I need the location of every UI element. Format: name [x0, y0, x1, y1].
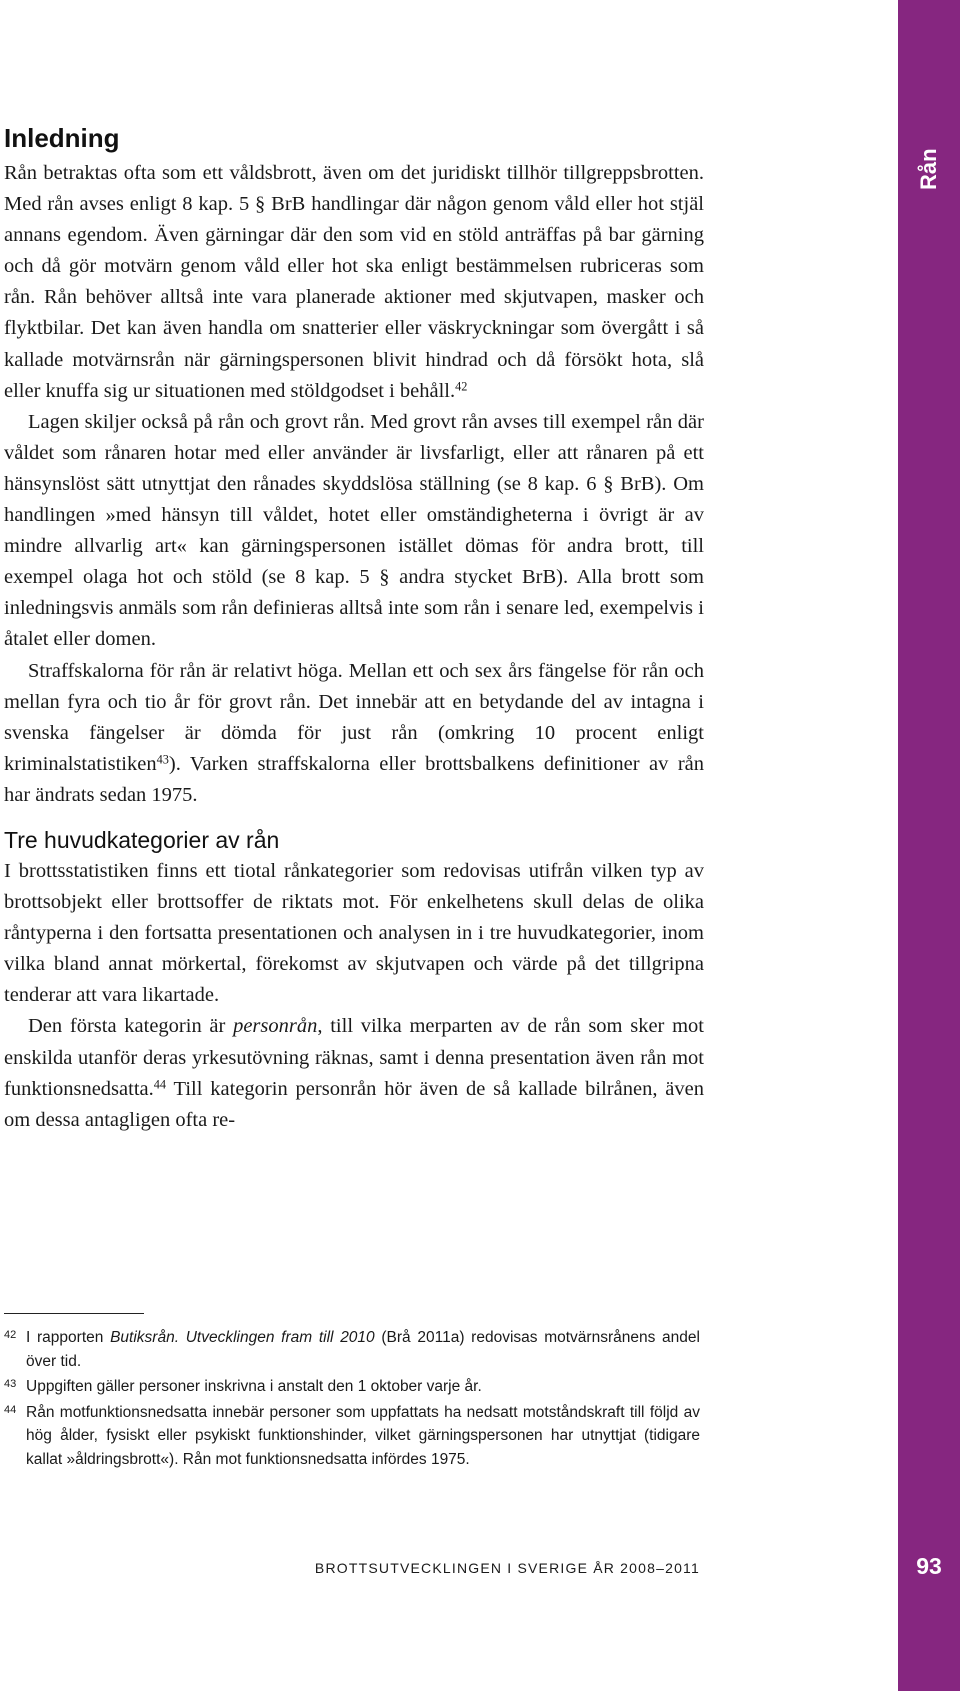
footnote-42: [4, 1326, 700, 1373]
paragraph: Lagen skiljer också på rån och grovt rån. Med grovt rån avses till exempel rån där våldet som rånaren hotar med eller använder är livsfarligt, eller att rånaren på ett hänsynslöst sätt utnyttjat den rånades skyddslösa ställning (se 8 kap. 6 § BrB). Om handlingen »med hänsyn till våldet, hotet eller omständigheterna i övrigt är av mindre allvarlig art« kan gärningspersonen istället dömas för andra brott, till exempel olaga hot och stöld (se 8 kap. 5 § andra stycket BrB). Alla brott som inledningsvis anmäls som rån definieras alltså inte som rån i senare led, exempelvis i åtalet eller domen.: [4, 410, 704, 651]
emphasis-term: personrån: [233, 1015, 318, 1038]
section-heading-inledning: Inledning: [4, 123, 120, 153]
running-footer: BROTTSUTVECKLINGEN I SVERIGE ÅR 2008–2011: [314, 1560, 700, 1576]
page-number: 93: [916, 1553, 942, 1579]
paragraph-text: Till kategorin personrån hör även de så kallade bilrånen, även om dessa antagligen ofta re-: [4, 1077, 704, 1131]
footnote-number: 42: [4, 1329, 17, 1341]
paragraph: [4, 656, 704, 811]
footnote-43: [4, 1375, 700, 1399]
main-text: [4, 122, 704, 1136]
footnote-number: 43: [4, 1378, 17, 1390]
paragraph-text: Straffskalorna för rån är relativt höga. Mellan ett och sex års fängelse för rån och mellan fyra och tio år för grovt rån. Det innebär att en betydande del av intagna i svenska fängelser är dömda för just rån (omkring 10 procent enligt kriminalstatistiken: [4, 659, 704, 775]
section-heading-huvudkategorier: Tre huvudkategorier av rån: [4, 826, 280, 853]
paragraph-text: Den första kategorin är: [28, 1015, 234, 1038]
footnote-text: Rån motfunktionsnedsatta innebär personer som uppfattats ha nedsatt motståndskraft till följd av hög ålder, fysiskt eller psykiskt funktionshinder, vilket gärningspersonen har utnyttjat (tidigare kallat »åldringsbrott«). Rån mot funktionsnedsatta infördes 1975.: [26, 1403, 700, 1468]
paragraph: [4, 1011, 704, 1135]
paragraph: [4, 158, 704, 407]
section-sidebar: [898, 0, 960, 1691]
footnote-44: [4, 1401, 700, 1472]
footnote-text: Uppgiften gäller personer inskrivna i anstalt den 1 oktober varje år.: [26, 1378, 482, 1395]
footnote-text-part: (Brå 2011a) redovisas motvärnsrånens andel över tid.: [26, 1329, 700, 1370]
paragraph-text: ). Varken straffskalorna eller brottsbalkens definitioner av rån har ändrats sedan 1975.: [4, 752, 704, 806]
footnote-ref-44[interactable]: 44: [153, 1076, 167, 1091]
footnote-ref-43[interactable]: 43: [156, 752, 169, 767]
footnote-text: [26, 1326, 700, 1373]
footnotes: [4, 1326, 700, 1473]
paragraph-text: , till vilka merparten av de rån som sker mot enskilda utanför deras yrkesutövning räknas, samt i denna presentation även rån mot funktionsnedsatta.: [4, 1015, 704, 1100]
report-title: Butiksrån. Utvecklingen fram till 2010: [110, 1329, 375, 1346]
footnote-ref-42[interactable]: 42: [455, 378, 468, 393]
section-tab-label: Rån: [916, 148, 941, 190]
footnote-text-part: I rapporten: [26, 1329, 111, 1346]
paragraph: I brottsstatistiken finns ett tiotal rånkategorier som redovisas utifrån vilken typ av brottsobjekt eller brottsoffer de riktats mot. För enkelhetens skull delas de olika råntyperna i den fortsatta presentationen och analysen in i tre huvudkategorier, inom vilka bland annat mörkertal, förekomst av skjutvapen och värde på det tillgripna tenderar att vara likartade.: [4, 859, 704, 1007]
footnote-number: 44: [4, 1403, 17, 1416]
footnote-divider: [4, 1313, 144, 1314]
paragraph-text: Rån betraktas ofta som ett våldsbrott, även om det juridiskt tillhör tillgreppsbrotten. Med rån avses enligt 8 kap. 5 § BrB handlingar där någon genom våld eller hot stjäl annans egendom. Även gärningar där den som vid en stöld anträffas på bar gärning och då gör motvärn genom våld eller hot ska enligt bestämmelsen rubriceras som rån. Rån behöver alltså inte vara planerade aktioner med skjutvapen, masker och flyktbilar. Det kan även handla om snatterier eller väskryckningar som övergått i så kallade motvärnsrån när gärningspersonen blivit hindrad och då försökt hota, slå eller knuffa sig ur situationen med stöldgodset i behåll.: [4, 162, 704, 402]
